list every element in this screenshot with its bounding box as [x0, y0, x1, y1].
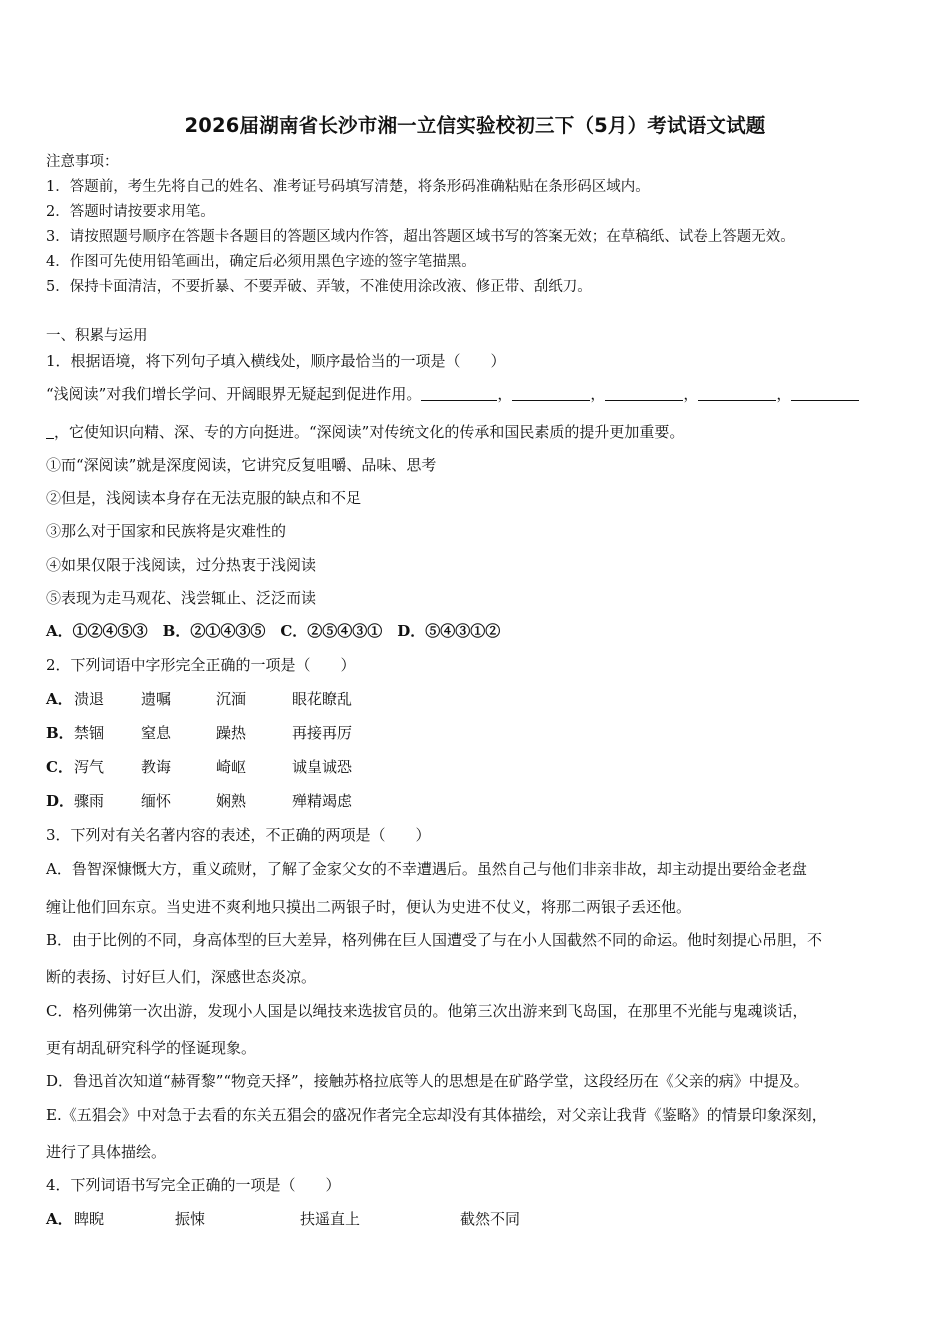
- option-d: [46, 792, 353, 810]
- question-3-line: 断的表扬、讨好巨人们，深感世态炎凉。: [46, 968, 317, 986]
- option-word: 娴熟: [216, 792, 247, 810]
- option-word: 溃退: [74, 690, 105, 708]
- option-word: 躁热: [216, 724, 247, 742]
- fill-blank: [46, 424, 54, 439]
- section-heading: 一、积累与运用: [46, 328, 148, 344]
- notice-item: 3．请按照题号顺序在答题卡各题目的答题区域内作答，超出答题区域书写的答案无效；在草稿纸、试卷上答题无效。: [46, 229, 795, 245]
- option-word: 禁锢: [74, 724, 105, 742]
- option-word: 眼花瞭乱: [292, 690, 353, 708]
- sentence-item: ⑤表现为走马观花、浅尝辄止、泛泛而读: [46, 589, 317, 607]
- option-label: D．: [46, 792, 75, 810]
- fill-blank: [698, 386, 776, 401]
- option-word: 振悚: [175, 1210, 206, 1228]
- question-1-passage: “浅阅读”对我们增长学问、开阔眼界无疑起到促进作用。 ， ， ， ，: [46, 385, 859, 403]
- option-word: 崎岖: [216, 758, 247, 776]
- option-word: 教诲: [141, 758, 172, 776]
- option-label: C．: [46, 758, 73, 776]
- question-3-line: 缠让他们回东京。当史进不爽利地只摸出二两银子时，便认为史进不仗义，将那二两银子丢还他。: [46, 898, 692, 916]
- question-3-line: 进行了具体描绘。: [46, 1143, 167, 1161]
- question-1-stem: 1．根据语境，将下列句子填入横线处，顺序最恰当的一项是（ ）: [46, 352, 506, 370]
- question-3-line: A．鲁智深慷慨大方，重义疏财，了解了金家父女的不幸遭遇后。虽然自己与他们非亲非故，却主动提出要给金老盘: [46, 860, 807, 878]
- question-4-stem: 4．下列词语书写完全正确的一项是（ ）: [46, 1176, 341, 1194]
- passage-text: “浅阅读”对我们增长学问、开阔眼界无疑起到促进作用。: [46, 385, 422, 403]
- sentence-item: ①而“深阅读”就是深度阅读，它讲究反复咀嚼、品味、思考: [46, 456, 437, 474]
- fill-blank: [605, 386, 683, 401]
- notice-item: 2．答题时请按要求用笔。: [46, 204, 215, 220]
- option-word: 诚皇诚恐: [292, 758, 353, 776]
- question-1-options: A．①②④⑤③ B．②①④③⑤ C．②⑤④③① D．⑤④③①②: [46, 622, 501, 640]
- option-word: 泻气: [74, 758, 105, 776]
- sentence-item: ③那么对于国家和民族将是灾难性的: [46, 522, 287, 540]
- sentence-item: ④如果仅限于浅阅读，过分热衷于浅阅读: [46, 556, 317, 574]
- option-word: 窒息: [141, 724, 172, 742]
- passage-text: ，它使知识向精、深、专的方向挺进。“深阅读”对传统文化的传承和国民素质的提升更加重要。: [54, 423, 685, 441]
- option-word: 骤雨: [74, 792, 105, 810]
- option-word: 再接再厉: [292, 724, 353, 742]
- fill-blank: [421, 386, 497, 401]
- fill-blank: [512, 386, 590, 401]
- option-label: A．: [46, 690, 73, 708]
- option-word: 缅怀: [141, 792, 172, 810]
- option-word: 殚精竭虑: [292, 792, 353, 810]
- question-1-passage-cont: [46, 423, 684, 441]
- option-b: [46, 724, 353, 742]
- question-3-line: D．鲁迅首次知道“赫胥黎”“物竞天择”，接触苏格拉底等人的思想是在矿路学堂，这段经历在《父亲的病》中提及。: [46, 1072, 809, 1090]
- question-3-line: C．格列佛第一次出游，发现小人国是以绳技来选拔官员的。他第三次出游来到飞岛国，在那里不光能与鬼魂谈话，: [46, 1002, 808, 1020]
- option-word: 睥睨: [74, 1210, 105, 1228]
- question-3-line: E.《五猖会》中对急于去看的东关五猖会的盛况作者完全忘却没有其体描绘，对父亲让我背《鉴略》的情景印象深刻，: [46, 1106, 827, 1124]
- notice-item: 4．作图可先使用铅笔画出，确定后必须用黑色字迹的签字笔描黑。: [46, 254, 476, 270]
- sentence-item: ②但是，浅阅读本身存在无法克服的缺点和不足: [46, 489, 362, 507]
- notice-heading: 注意事项：: [46, 154, 119, 170]
- option-word: 遗嘱: [141, 690, 172, 708]
- question-2-stem: 2．下列词语中字形完全正确的一项是（ ）: [46, 656, 356, 674]
- notice-item: 1．答题前，考生先将自己的姓名、准考证号码填写清楚，将条形码准确粘贴在条形码区域内。: [46, 179, 650, 195]
- option-word: 扶遥直上: [300, 1210, 361, 1228]
- option-word: 截然不同: [460, 1210, 521, 1228]
- option-a: [46, 690, 353, 708]
- option-label: A．: [46, 1210, 73, 1228]
- option-word: 沉湎: [216, 690, 247, 708]
- fill-blank: [791, 386, 859, 401]
- question-3-line: B．由于比例的不同，身高体型的巨大差异，格列佛在巨人国遭受了与在小人国截然不同的命运。他时刻提心吊胆，不: [46, 931, 823, 949]
- option-label: B．: [46, 724, 74, 742]
- option-a: [46, 1210, 521, 1228]
- question-3-stem: 3．下列对有关名著内容的表述，不正确的两项是（ ）: [46, 826, 431, 844]
- option-c: [46, 758, 353, 776]
- page-title: 2026届湖南省长沙市湘一立信实验校初三下（5月）考试语文试题: [184, 114, 766, 137]
- question-3-line: 更有胡乱研究科学的怪诞现象。: [46, 1039, 257, 1057]
- notice-item: 5．保持卡面清洁，不要折暴、不要弄破、弄皱，不准使用涂改液、修正带、刮纸刀。: [46, 279, 592, 295]
